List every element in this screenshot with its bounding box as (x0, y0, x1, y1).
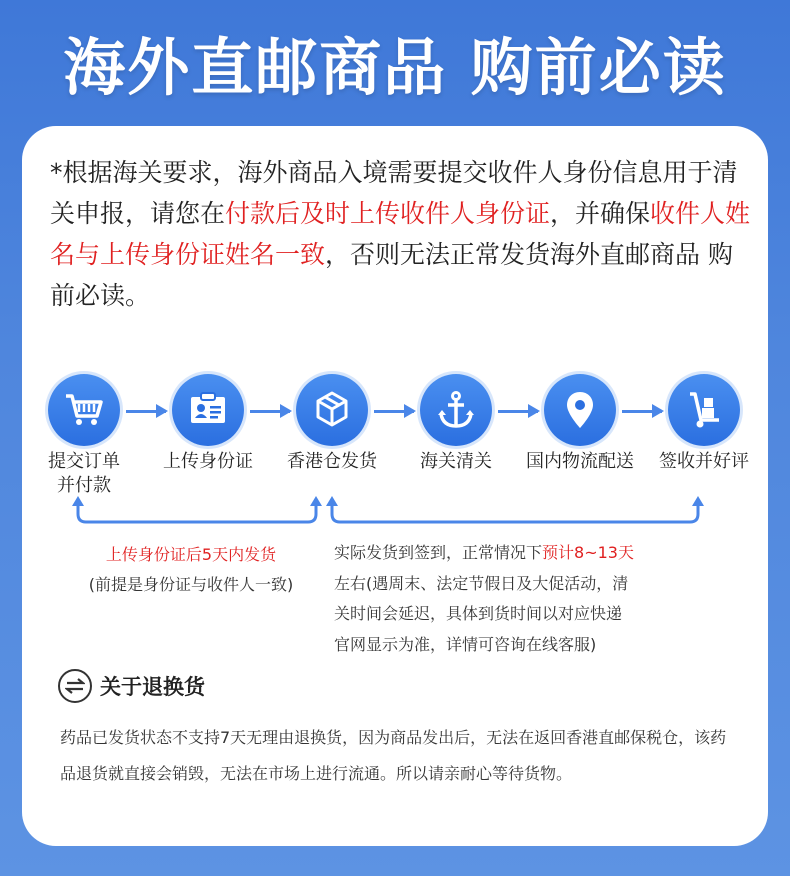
delivery-estimate-line: 左右(遇周末、法定节假日及大促活动，清 (334, 573, 629, 593)
delivery-estimate-line (334, 538, 734, 569)
delivery-estimate-highlight: 预计8~13天 (542, 543, 634, 562)
return-section-header (58, 668, 205, 704)
exchange-icon (58, 669, 92, 703)
shipping-time-condition: (前提是身份证与收件人一致) (88, 575, 294, 594)
step-label-line: 上传身份证 (163, 451, 253, 472)
step-label-line: 海关清关 (420, 451, 492, 472)
step-label-line: 香港仓发货 (287, 451, 377, 472)
notice-highlight-1: 付款后及时上传收件人身份证 (225, 199, 551, 228)
delivery-estimate-line: 关时间会延迟，具体到货时间以对应快递 (334, 604, 623, 623)
return-section-title: 关于退换货 (100, 675, 205, 699)
step-label-line: 并付款 (57, 475, 111, 496)
notice-text-2: ，并确保 (550, 199, 651, 228)
return-policy-text: 药品已发货状态不支持7天无理由退换货，因为商品发出后，无法在返回香港直邮保税仓，该药品退货就直接会销毁，无法在市场上进行流通。所以请亲耐心等待货物。 (60, 728, 727, 783)
shipping-time-highlight: 上传身份证后5天内发货 (105, 545, 277, 564)
notice-text-1: *根据海关要求，海外商品入境需要提交收件人身份信息用于清关申报，请您在 (50, 158, 738, 228)
step-label-line: 签收并好评 (659, 451, 749, 472)
shipping-time-note (56, 540, 326, 600)
notice-text-3: ，否则无法正常发货海外直邮商品 购前必读。 (50, 240, 733, 310)
delivery-estimate-prefix: 实际发货到签到，正常情况下 (334, 543, 543, 562)
delivery-estimate-note (334, 538, 734, 660)
step-label-line: 国内物流配送 (526, 451, 634, 472)
step-label-line: 提交订单 (48, 451, 120, 472)
delivery-estimate-line: 官网显示为准，详情可咨询在线客服) (334, 634, 597, 654)
page-title: 海外直邮商品 购前必读 (63, 31, 727, 104)
notice-highlight-2: 收件人姓名与上传身份证姓名一致 (50, 199, 751, 269)
